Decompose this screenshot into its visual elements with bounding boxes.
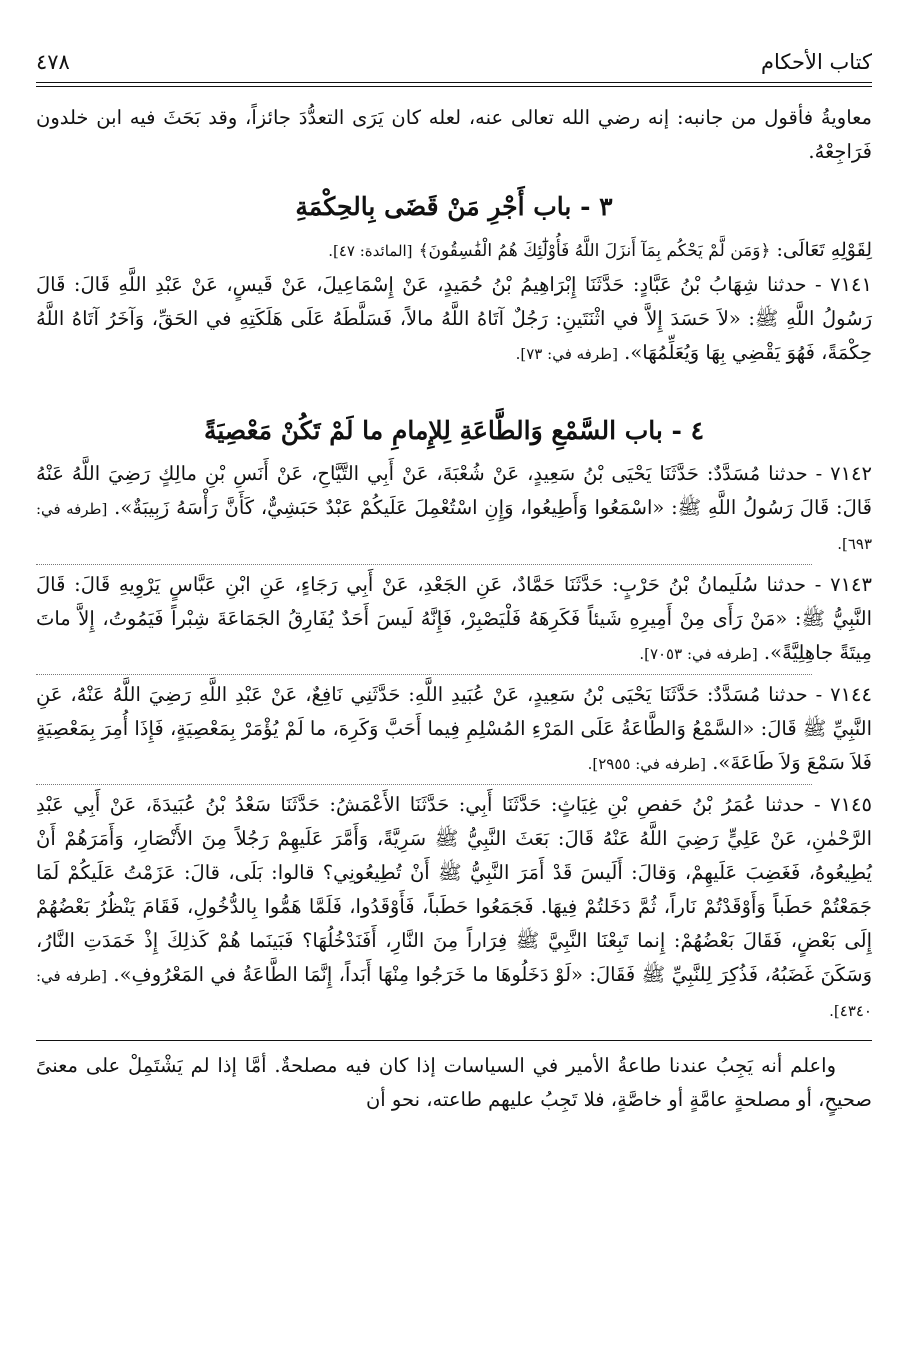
chapter-4-title: ٤ - باب السَّمْعِ وَالطَّاعَةِ لِلإِمامِ ما لَمْ تَكُنْ مَعْصِيَةً (203, 416, 705, 445)
verse-intro: لِقَوْلِهِ تَعَالَى: (776, 239, 872, 261)
commentary-paragraph: واعلم أنه يَجِبُ عندنا طاعةُ الأمير في السياسات إذا كان فيه مصلحةٌ. أمَّا إذا لم يَشْتَمِلْ على معنىً صحيحٍ، أو مصلحةٍ عامَّةٍ أو خاصَّةٍ، فلا تَجِبُ عليهم طاعته، نحو أن (36, 1054, 872, 1111)
book-page (36, 50, 872, 1338)
hadith-text: ٧١٤٤ - حدثنا مُسَدَّدٌ: حَدَّثَنَا يَحْيَى بْنُ سَعِيدٍ، عَنْ عُبَيدِ اللَّهِ: حَدَّثَنِي نَافِعٌ، عَنْ عَبْدِ اللَّهِ رَضِيَ اللَّهُ عَنْهُ، عَنِ النَّبِيِّ ﷺ قَالَ: «السَّمْعُ وَالطَّاعَةُ عَلَى المَرْءِ المُسْلِمِ فِيما أَحَبَّ وَكَرِهَ، ما لَمْ يُؤْمَرْ بِمَعْصِيَةٍ، فَإِذَا أُمِرَ بِمَعْصِيَةٍ فَلاَ سَمْعَ وَلاَ طَاعَةَ». (36, 683, 872, 774)
hadith-separator (36, 674, 812, 675)
page-header (36, 50, 872, 83)
intro-paragraph: معاويةُ فأقول من جانبه: إنه رضي الله تعالى عنه، لعله كان يَرَى التعدُّدَ جائزاً، وقد بَحَثَ فيه ابن خلدون فَرَاجِعْهُ. (36, 106, 872, 163)
commentary-section (36, 1040, 872, 1117)
hadith-separator (36, 784, 812, 785)
hadith-reference: [طرفه في: ٢٩٥٥]. (587, 755, 707, 773)
page-content (36, 101, 872, 1117)
hadith-reference: [طرفه في: ٦٩٣]. (36, 500, 872, 553)
header-rule (36, 86, 872, 87)
section-gap (36, 371, 872, 401)
hadith-separator (36, 564, 812, 565)
hadith-text: ٧١٤١ - حدثنا شِهَابُ بْنُ عَبَّادٍ: حَدَّثَنَا إِبْرَاهِيمُ بْنُ حُمَيدٍ، عَنْ إِسْمَاعِيلَ، عَنْ قَيسٍ، عَنْ عَبْدِ اللَّهِ قَالَ: قَالَ رَسُولُ اللَّهِ ﷺ: «لاَ حَسَدَ إِلاَّ في اثْنَتَينِ: رَجُلٌ آتَاهُ اللَّهُ مالاً، فَسَلَّطَهُ عَلَى هَلَكَتِهِ في الحَقِّ، وَآخَرُ آتَاهُ اللَّهُ حِكْمَةً، فَهُوَ يَقْضِي بِهَا وَيُعَلِّمُهَا». (36, 273, 872, 364)
hadith-reference: [طرفه في: ٧٠٥٣]. (639, 645, 758, 663)
hadith-reference: [طرفه في: ٧٣]. (515, 345, 618, 363)
hadith-7145 (36, 788, 872, 1028)
verse-text: ﴿وَمَن لَّمْ يَحْكُم بِمَآ أَنزَلَ اللَّهُ فَأُوْلَٰٓئِكَ هُمُ الْفَٰسِقُونَ﴾ (418, 241, 771, 261)
hadith-text: ٧١٤٣ - حدثنا سُلَيمانُ بْنُ حَرْبٍ: حَدَّثَنَا حَمَّادٌ، عَنِ الجَعْدِ، عَنْ أَبِي رَجَاءٍ، عَنِ ابْنِ عَبَّاسٍ يَرْوِيهِ قَالَ: قَالَ النَّبِيُّ ﷺ: «مَنْ رَأَى مِنْ أَمِيرِهِ شَيئاً فَكَرِهَهُ فَلْيَصْبِرْ، فَإِنَّهُ لَيسَ أَحَدٌ يُفَارِقُ الجَمَاعَةَ شِبْراً فَيَمُوتُ، إِلاَّ ماتَ مِيتَةً جاهِلِيَّةً». (36, 573, 872, 664)
hadith-7142 (36, 457, 872, 561)
chapter-3-verse (36, 233, 872, 268)
page-number: ٤٧٨ (36, 50, 70, 74)
hadith-text: ٧١٤٥ - حدثنا عُمَرُ بْنُ حَفصِ بْنِ غِيَاثٍ: حَدَّثَنَا أَبِي: حَدَّثَنَا الأَعْمَشُ: حَدَّثَنَا سَعْدُ بْنُ عُبَيدَةَ، عَنْ أَبِي عَبْدِ الرَّحْمٰنِ، عَنْ عَلِيٍّ رَضِيَ اللَّهُ عَنْهُ قَالَ: بَعَثَ النَّبِيُّ ﷺ سَرِيَّةً، وَأَمَّرَ عَلَيهِمْ رَجُلاً مِنَ الأَنْصَارِ، وَأَمَرَهُمْ أَنْ يُطِيعُوهُ، فَغَضِبَ عَلَيهِمْ، وَقالَ: أَلَيسَ قَدْ أَمَرَ النَّبِيُّ ﷺ أَنْ تُطِيعُونِي؟ قالوا: بَلَى، قالَ: عَزَمْتُ عَلَيكُمْ لَمَا جَمَعْتُمْ حَطَباً وَأَوْقَدْتُمْ نَاراً، ثُمَّ دَخَلتُمْ فِيهَا. فَجَمَعُوا حَطَباً، فَأَوْقَدُوا، فَلَمَّا هَمُّوا بِالدُّخُولِ، فَقَامَ يَنْظُرُ بَعْضُهُمْ إِلَى بَعْضٍ، فَقَالَ بَعْضُهُمْ: إِنما تَبِعْنَا النَّبِيَّ ﷺ فِرَاراً مِنَ النَّارِ، أَفَنَدْخُلُهَا؟ فَبَينَما هُمْ كَذلِكَ إِذْ خَمَدَتِ النَّارُ، وَسَكَنَ غَضَبُهُ، فَذُكِرَ لِلنَّبِيِّ ﷺ فَقَالَ: «لَوْ دَخَلُوهَا ما خَرَجُوا مِنْهَا أَبَداً، إِنَّمَا الطَّاعَةُ في المَعْرُوفِ». (36, 793, 873, 986)
chapter-3-title: ٣ - باب أَجْرِ مَنْ قَضَى بِالحِكْمَةِ (295, 192, 613, 221)
hadith-text: ٧١٤٢ - حدثنا مُسَدَّدٌ: حَدَّثَنَا يَحْيَى بْنُ سَعِيدٍ، عَنْ شُعْبَةَ، عَنْ أَبِي التَّيَّاحِ، عَنْ أَنَسِ بْنِ مالِكٍ رَضِيَ اللَّهُ عَنْهُ قَالَ: قَالَ رَسُولُ اللَّهِ ﷺ: «اسْمَعُوا وَأَطِيعُوا، وَإِنِ اسْتُعْمِلَ عَلَيكُمْ عَبْدٌ حَبَشِيٌّ، كَأَنَّ رَأْسَهُ زَبِيبَةٌ». (36, 462, 873, 519)
book-title: كتاب الأحكام (761, 50, 872, 74)
verse-reference: [المائدة: ٤٧]. (328, 242, 413, 260)
hadith-reference: [طرفه في: ٤٣٤٠]. (36, 967, 872, 1020)
hadith-7141 (36, 268, 872, 371)
hadith-7144 (36, 678, 872, 781)
hadith-7143 (36, 568, 872, 671)
